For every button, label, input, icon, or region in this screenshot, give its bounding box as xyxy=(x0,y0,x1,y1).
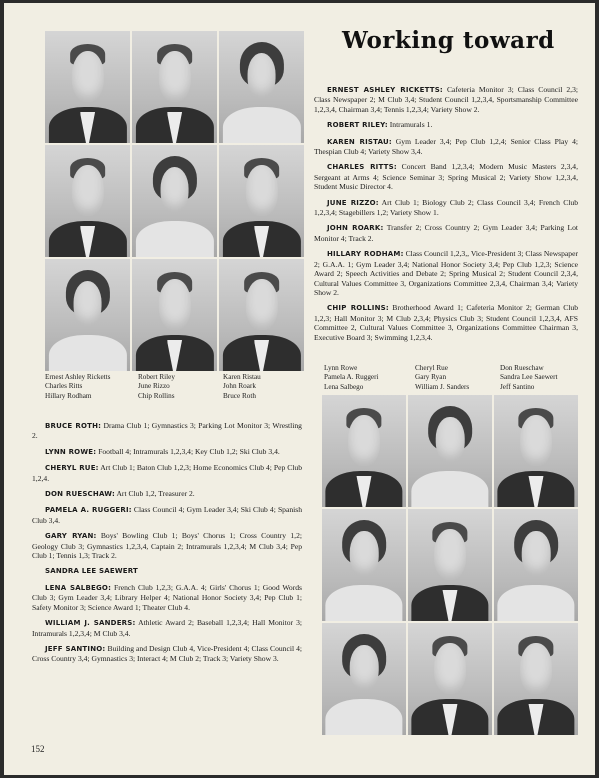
portrait-photo xyxy=(132,31,217,143)
bio-name: LENA SALBEGO: xyxy=(45,583,112,592)
bio-name: CHERYL RUE: xyxy=(45,464,99,473)
caption-col xyxy=(138,373,175,401)
bio-entry xyxy=(32,531,302,560)
bio-entry xyxy=(314,162,578,191)
bio-entry xyxy=(32,421,302,441)
portrait-grid-top xyxy=(45,31,304,369)
bio-text: Art Club 1,2, Treasurer 2. xyxy=(114,489,195,499)
caption-name: Karen Ristau xyxy=(223,373,261,381)
yearbook-page xyxy=(4,3,595,775)
bio-column-left xyxy=(32,421,302,670)
bio-name: KAREN RISTAU: xyxy=(327,137,392,146)
bio-text: Art Club 1; Biology Club 2; Class Council 3,4; French Club 1,2,3,4; Stagebillers 1,2; Variety Show 1. xyxy=(314,197,578,218)
caption-col xyxy=(415,364,469,392)
bio-text: Cafeteria Monitor 3; Class Council 2,3; Class Newspaper 2; M Club 3,4; Student Council 1,2,3,4, Sportsmanship Committee 1,2,3,4, Chairman 3,4; Tennis 1,2,3,4; Variety Show 2. xyxy=(314,85,578,114)
caption-name: Pamela A. Ruggeri xyxy=(324,373,379,382)
bio-text: French Club 1,2,3; G.A.A. 4; Girls' Chorus 1; Good Words Club 3; Gym Leader 3,4; Library Helper 4; National Honor Society 3,4; Pep Club 1; Safety Monitor 3; Science Award 1; Theater Club 4. xyxy=(32,582,303,612)
bio-text: Concert Band 1,2,3,4; Modern Music Masters 2,3,4, Sergeant at Arms 4; Science Seminar 3; Spring Musical 2; Variety Show 1,2,3,4, Student Music Director 4. xyxy=(314,162,578,192)
bio-entry xyxy=(314,303,578,342)
portrait-photo xyxy=(322,509,406,621)
portrait-photo xyxy=(494,623,578,735)
bio-text: Building and Design Club 4, Vice-President 4; Class Council 4; Cross Country 3,4; Gymnastics 3; Interact 4; M Club 2; Track 3; Variety Show 3. xyxy=(32,643,302,664)
bio-name: SANDRA LEE SAEWERT xyxy=(45,567,139,576)
bio-text: Gym Leader 3,4; Pep Club 1,2,4; Senior Class Play 4; Thespian Club 4; Variety Show 3,4. xyxy=(314,136,578,157)
caption-col xyxy=(45,373,110,401)
caption-name: Bruce Roth xyxy=(223,391,256,400)
portrait-photo xyxy=(45,259,130,371)
bio-text: Class Council 1,2,3,, Vice-President 3; Class Newspaper 2; G.A.A. 1; Gym Leader 3,4; National Honor Society 3,4; Pep Club 1,2,3; Science Award 2; Speech Activities and Debate 2; Spring Musical 2; Student Council 2,3,4, Cultural Values Committee 3, Organizations Committee 2,3,4, Chairman 3,4; Variety Show 2. xyxy=(314,249,578,297)
bio-text: Drama Club 1; Gymnastics 3; Parking Lot Monitor 3; Wrestling 2. xyxy=(32,421,302,441)
bio-name: JOHN ROARK: xyxy=(327,224,384,233)
portrait-photo xyxy=(408,509,492,621)
portrait-photo xyxy=(408,623,492,735)
bio-name: CHIP ROLLINS: xyxy=(327,304,389,313)
bio-text: Brotherhood Award 1; Cafeteria Monitor 2; German Club 1,2,3; Hall Monitor 3; M Club 2,3,4; Physics Club 3; Student Council 1,2,3,4, AFS Committee 2, Cultural Values Committee 3, Organizations Committee Chairman 3, Executive Board 3; Swimming 1,2,3,4. xyxy=(314,303,578,342)
portrait-grid-bottom xyxy=(322,395,580,735)
caption-name: Robert Riley xyxy=(138,373,175,381)
caption-name: Lynn Rowe xyxy=(324,364,358,372)
bio-name: JEFF SANTINO: xyxy=(45,644,106,653)
caption-col xyxy=(223,373,261,401)
portrait-photo xyxy=(132,145,217,257)
caption-col xyxy=(500,364,557,392)
caption-name: Cheryl Rue xyxy=(415,364,448,372)
bio-text: Football 4; Intramurals 1,2,3,4; Key Club 1,2; Ski Club 3,4. xyxy=(96,446,280,456)
bio-entry xyxy=(32,447,302,457)
bio-name: DON RUESCHAW: xyxy=(45,490,115,499)
bio-text: Intramurals 1. xyxy=(387,120,433,130)
portrait-photo xyxy=(219,259,304,371)
caption-name: June Rizzo xyxy=(138,382,170,391)
portrait-photo xyxy=(45,145,130,257)
bio-entry xyxy=(32,566,302,576)
bio-name: ERNEST ASHLEY RICKETTS: xyxy=(327,86,443,94)
page-headline: Working toward xyxy=(342,27,555,54)
bio-name: BRUCE ROTH: xyxy=(45,422,102,430)
bio-entry xyxy=(314,198,578,218)
caption-name: Gary Ryan xyxy=(415,373,447,382)
bio-text: Athletic Award 2; Baseball 1,2,3,4; Hall Monitor 3; Intramurals 1,2,3,4; M Club 3,4. xyxy=(32,618,302,638)
caption-name: Ernest Ashley Ricketts xyxy=(45,373,111,381)
bio-name: GARY RYAN: xyxy=(45,532,97,541)
bio-name: ROBERT RILEY: xyxy=(327,121,388,130)
bio-entry xyxy=(314,223,578,243)
bio-entry xyxy=(32,644,302,664)
caption-name: Jeff Santino xyxy=(500,382,535,391)
bio-text: Boys' Bowling Club 1; Boys' Chorus 1; Cross Country 1,2; Geology Club 3; Gymnastics 1,2,3,4, Captain 2; Intramurals 1,2,3,4; M Club 3,4; Pep Club 1; Tennis 1,3; Track 2. xyxy=(32,531,302,561)
portrait-photo xyxy=(322,395,406,507)
bio-entry xyxy=(314,85,578,114)
bio-name: HILLARY RODHAM: xyxy=(327,250,404,259)
portrait-photo xyxy=(45,31,130,143)
bio-column-right xyxy=(314,85,578,348)
bio-name: JUNE RIZZO: xyxy=(327,198,379,207)
bio-name: CHARLES RITTS: xyxy=(327,163,397,172)
caption-name: Sandra Lee Saewert xyxy=(500,373,558,382)
portrait-photo xyxy=(322,623,406,735)
portrait-photo xyxy=(494,509,578,621)
portrait-photo xyxy=(408,395,492,507)
bio-text: Class Council 4; Gym Leader 3,4; Ski Club 4; Spanish Club 3,4. xyxy=(32,505,302,525)
bio-entry xyxy=(32,505,302,525)
bio-name: LYNN ROWE: xyxy=(45,447,97,456)
bio-entry xyxy=(32,618,302,638)
caption-col xyxy=(324,364,379,392)
caption-name: Chip Rollins xyxy=(138,391,175,400)
bio-entry xyxy=(32,489,302,499)
portrait-photo xyxy=(132,259,217,371)
caption-name: Lena Salbego xyxy=(324,382,364,391)
bio-text: Transfer 2; Cross Country 2; Gym Leader 3,4; Parking Lot Monitor 4; Track 2. xyxy=(314,223,578,243)
bio-name: WILLIAM J. SANDERS: xyxy=(45,619,136,628)
bio-name: PAMELA A. RUGGERI: xyxy=(45,506,132,515)
page-number: 152 xyxy=(31,744,45,754)
bio-entry xyxy=(314,120,578,130)
portrait-photo xyxy=(219,31,304,143)
bio-text: Art Club 1; Baton Club 1,2,3; Home Economics Club 4; Pep Club 1,2,4. xyxy=(32,463,303,483)
caption-name: Charles Ritts xyxy=(45,382,83,391)
bio-entry xyxy=(314,137,578,157)
caption-name: Hillary Rodham xyxy=(45,391,92,400)
bio-entry xyxy=(32,463,302,483)
bio-entry xyxy=(32,583,302,612)
caption-name: John Roark xyxy=(223,382,256,391)
caption-name: William J. Sanders xyxy=(415,382,470,391)
portrait-photo xyxy=(494,395,578,507)
caption-name: Don Rueschaw xyxy=(500,364,544,372)
portrait-photo xyxy=(219,145,304,257)
bio-entry xyxy=(314,249,578,297)
